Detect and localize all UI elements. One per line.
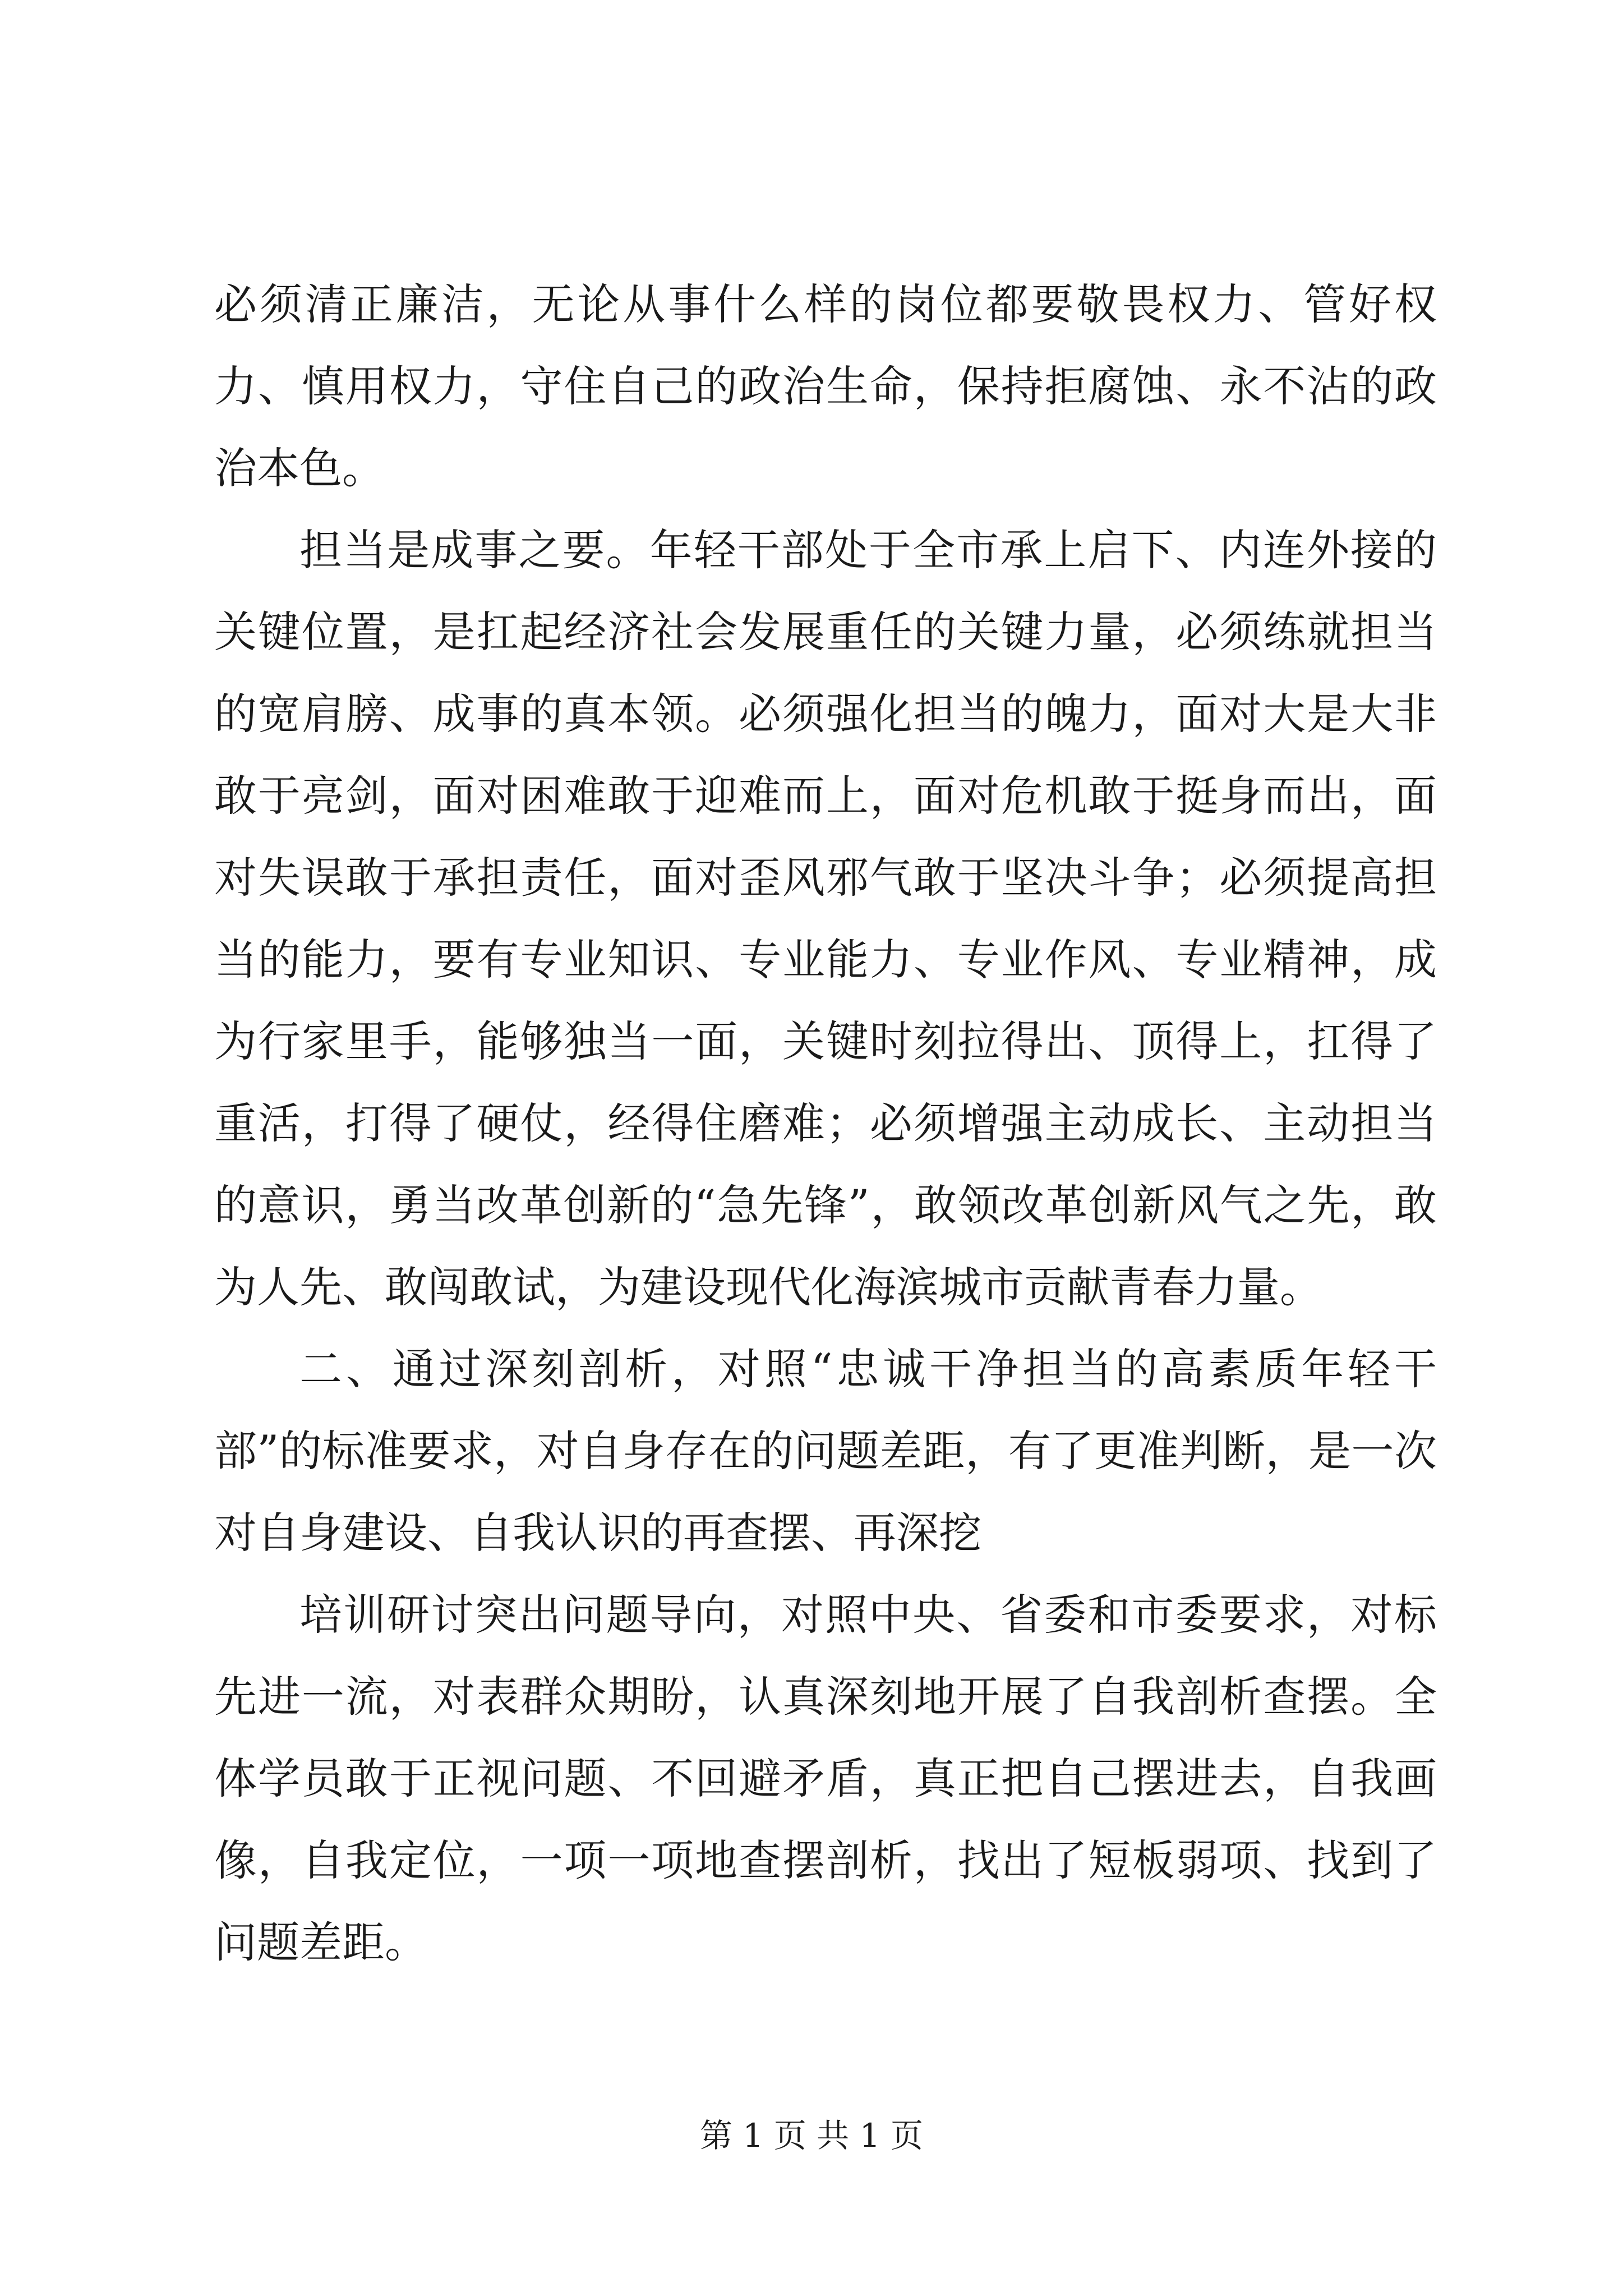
paragraph-peixun: 培训研讨突出问题导向，对照中央、省委和市委要求，对标先进一流，对表群众期盼，认真深刻地开展了自我剖析查摆。全体学员敢于正视问题、不回避矛盾，真正把自己摆进去，自我画像，自我定位，一项一项地查摆剖析，找出了短板弱项、找到了问题差距。	[214, 1590, 1437, 1967]
paragraph-continuation: 必须清正廉洁，无论从事什么样的岗位都要敬畏权力、管好权力、慎用权力，守住自己的政治生命，保持拒腐蚀、永不沾的政治本色。	[214, 279, 1437, 493]
page-footer: 第 1 页 共 1 页	[700, 2116, 923, 2155]
section-heading-two: 二、通过深刻剖析，对照“忠诚干净担当的高素质年轻干部”的标准要求，对自身存在的问题差距，有了更准判断，是一次对自身建设、自我认识的再查摆、再深挖	[214, 1344, 1437, 1558]
paragraph-dandang: 担当是成事之要。年轻干部处于全市承上启下、内连外接的关键位置，是扛起经济社会发展重任的关键力量，必须练就担当的宽肩膀、成事的真本领。必须强化担当的魄力，面对大是大非敢于亮剑，面对困难敢于迎难而上，面对危机敢于挺身而出，面对失误敢于承担责任，面对歪风邪气敢于坚决斗争；必须提高担当的能力，要有专业知识、专业能力、专业作风、专业精神，成为行家里手，能够独当一面，关键时刻拉得出、顶得上，扛得了重活，打得了硬仗，经得住磨难；必须增强主动成长、主动担当的意识，勇当改革创新的“急先锋”，敢领改革创新风气之先，敢为人先、敢闯敢试，为建设现代化海滨城市贡献青春力量。	[214, 525, 1437, 1312]
document-body	[214, 264, 1437, 1984]
